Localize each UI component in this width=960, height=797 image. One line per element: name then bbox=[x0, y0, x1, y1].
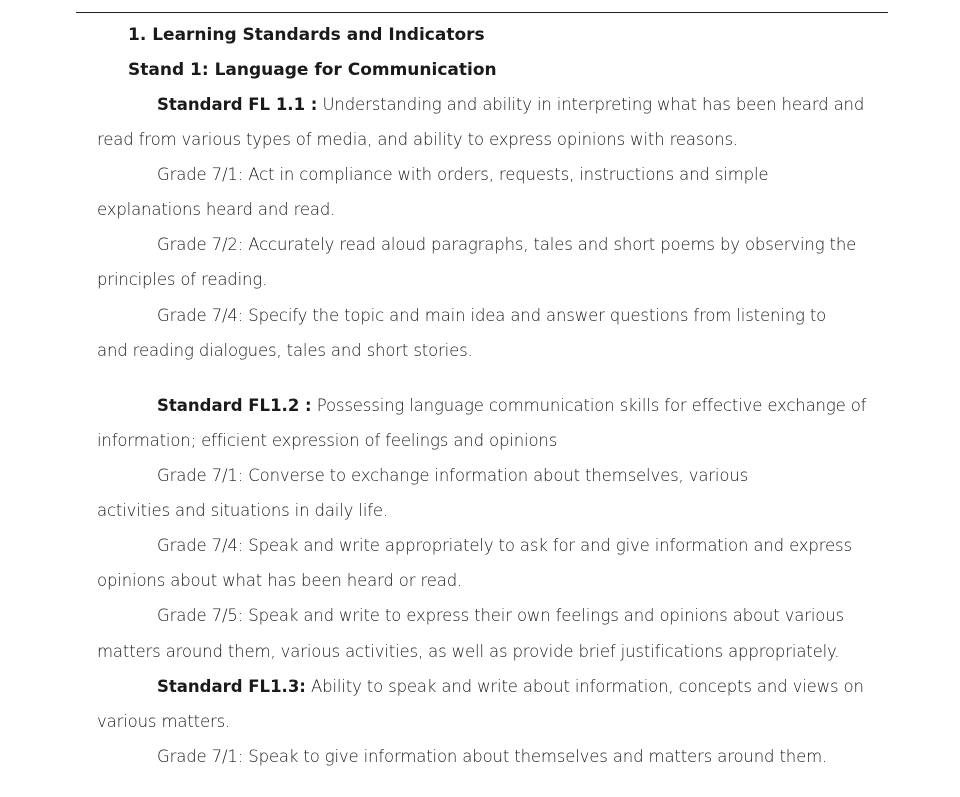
fl11-grade-7-1-line1: Grade 7/1: Act in compliance with orders, requests, instructions and simple bbox=[157, 165, 769, 184]
fl12-grade-7-5-line1: Grade 7/5: Speak and write to express their own feelings and opinions about various bbox=[157, 606, 844, 625]
fl11-grade-7-4-line2: and reading dialogues, tales and short stories. bbox=[97, 341, 473, 360]
fl11-grade-7-2-line2: principles of reading. bbox=[97, 270, 268, 289]
standard-fl11-text: Understanding and ability in interpreting what has been heard and bbox=[317, 95, 865, 114]
standard-fl13-text: Ability to speak and write about information, concepts and views on bbox=[305, 677, 864, 696]
standard-fl12-line2: information; efficient expression of feelings and opinions bbox=[97, 431, 558, 450]
strand-heading: Stand 1: Language for Communication bbox=[128, 60, 497, 80]
fl13-grade-7-1-line1: Grade 7/1: Speak to give information about themselves and matters around them. bbox=[157, 747, 828, 766]
standard-fl11-label: Standard FL 1.1 : bbox=[157, 95, 318, 114]
fl12-grade-7-1-line1: Grade 7/1: Converse to exchange information about themselves, various bbox=[157, 466, 749, 485]
standard-fl13-label: Standard FL1.3: bbox=[157, 677, 306, 696]
standard-fl12-text: Possessing language communication skills for effective exchange of bbox=[311, 396, 867, 415]
standard-fl13-line1 bbox=[157, 676, 864, 698]
fl11-grade-7-1-line2: explanations heard and read. bbox=[97, 200, 336, 219]
standard-fl11-line2: read from various types of media, and ability to express opinions with reasons. bbox=[97, 130, 739, 149]
section-heading: 1. Learning Standards and Indicators bbox=[128, 25, 485, 45]
standard-fl12-line1 bbox=[157, 395, 866, 417]
fl12-grade-7-4-line2: opinions about what has been heard or read. bbox=[97, 571, 463, 590]
fl11-grade-7-4-line1: Grade 7/4: Specify the topic and main idea and answer questions from listening to bbox=[157, 306, 827, 325]
standard-fl11-line1 bbox=[157, 94, 864, 116]
fl11-grade-7-2-line1: Grade 7/2: Accurately read aloud paragraphs, tales and short poems by observing the bbox=[157, 235, 857, 254]
fl12-grade-7-5-line2: matters around them, various activities, as well as provide brief justifications appropriately. bbox=[97, 642, 840, 661]
standard-fl12-label: Standard FL1.2 : bbox=[157, 396, 312, 415]
standard-fl13-line2: various matters. bbox=[97, 712, 231, 731]
fl12-grade-7-1-line2: activities and situations in daily life. bbox=[97, 501, 389, 520]
fl12-grade-7-4-line1: Grade 7/4: Speak and write appropriately to ask for and give information and express bbox=[157, 536, 852, 555]
top-rule-divider bbox=[76, 12, 888, 13]
